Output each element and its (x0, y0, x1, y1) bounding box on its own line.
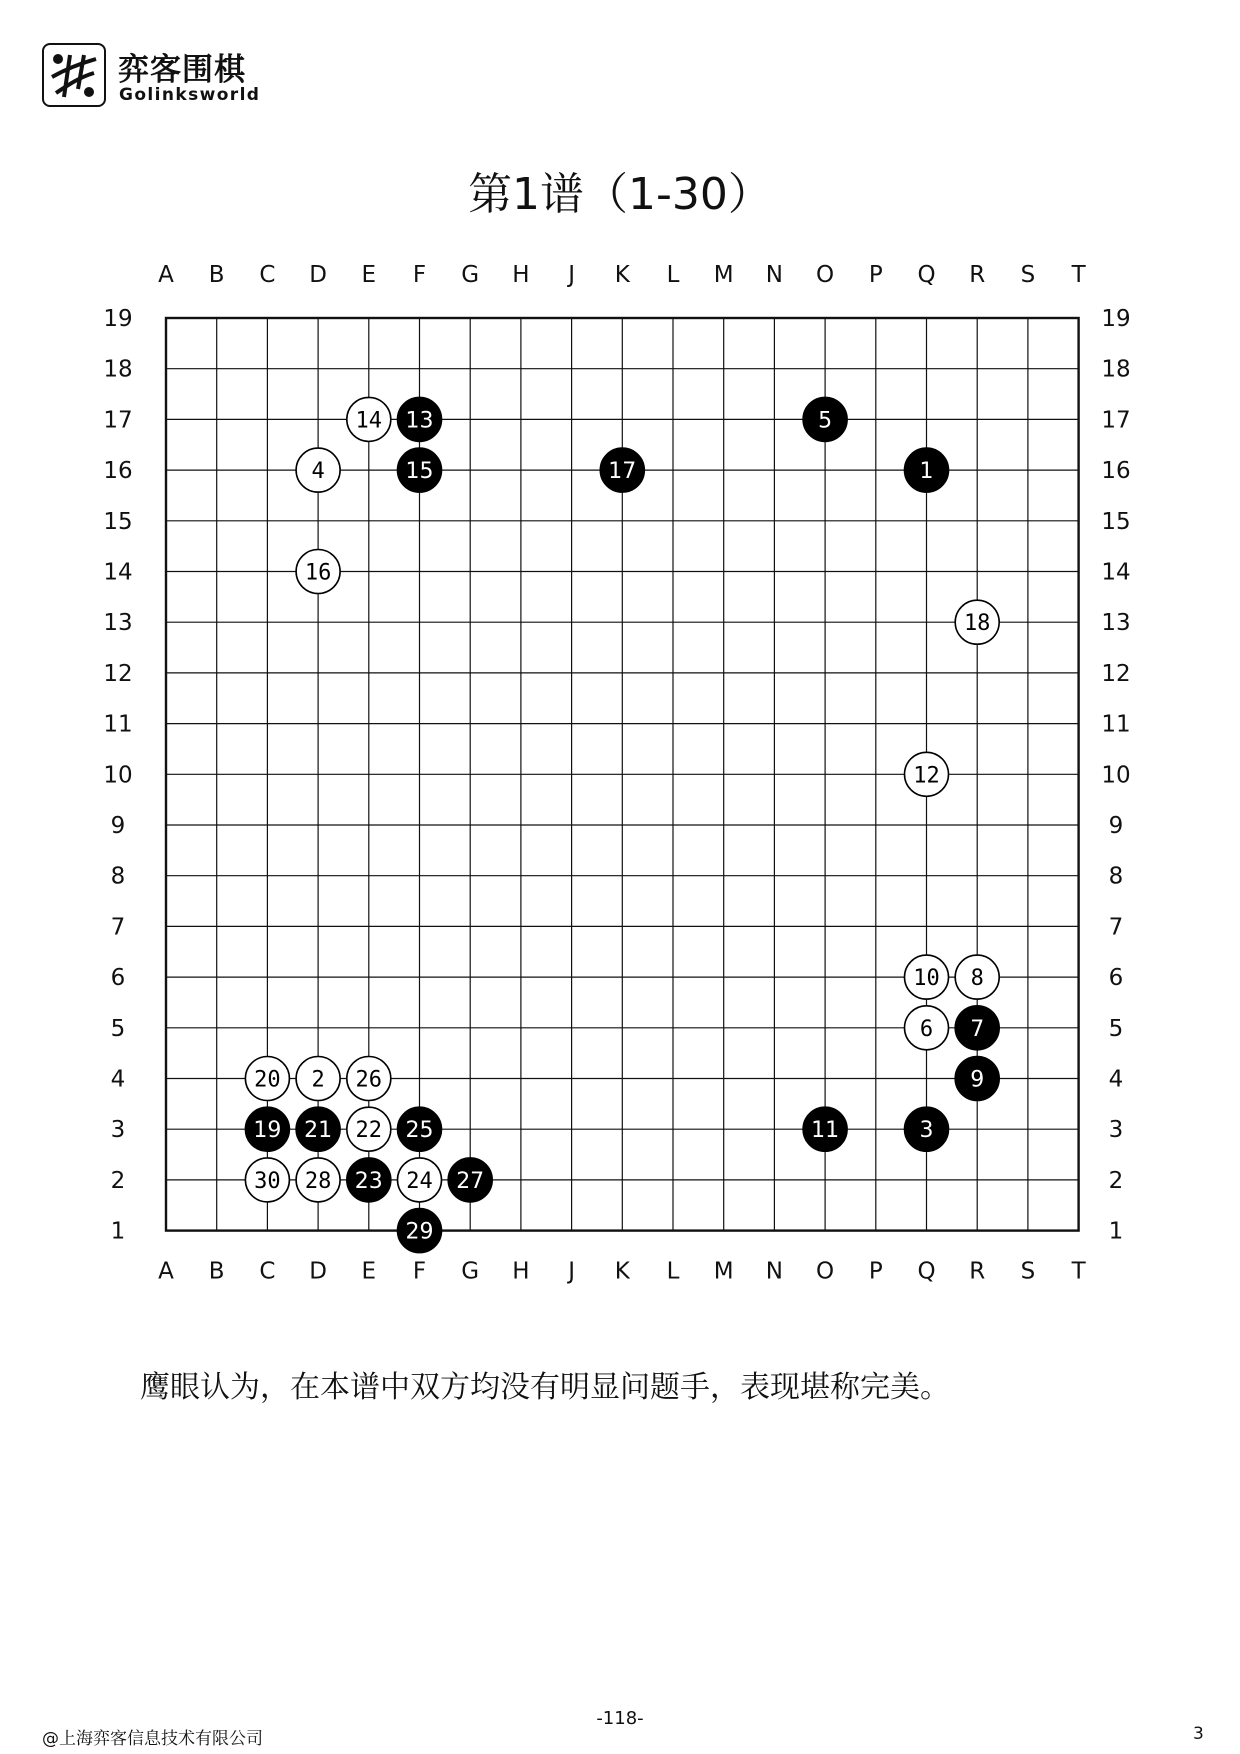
move-number: 7 (970, 1016, 985, 1042)
row-label-right: 4 (1108, 1066, 1124, 1093)
row-label-left: 15 (103, 508, 133, 535)
logo-text-cn: 弈客围棋 (118, 52, 246, 88)
move-number: 22 (355, 1118, 383, 1144)
row-label-right: 11 (1101, 711, 1131, 738)
move-number: 18 (963, 611, 991, 637)
column-label-top: E (361, 262, 377, 288)
move-number: 29 (405, 1219, 434, 1245)
column-label-top: O (816, 262, 835, 288)
row-label-right: 7 (1108, 914, 1124, 941)
column-label-top: T (1071, 262, 1086, 288)
move-number: 12 (913, 763, 940, 789)
column-label-bottom: Q (917, 1258, 936, 1285)
row-label-right: 3 (1108, 1117, 1124, 1144)
column-label-bottom: F (412, 1258, 427, 1285)
column-label-top: S (1020, 262, 1036, 288)
column-label-top: J (568, 262, 575, 288)
row-label-right: 2 (1108, 1167, 1124, 1194)
row-label-left: 6 (110, 965, 126, 992)
row-label-left: 12 (103, 660, 133, 687)
column-label-top: K (614, 262, 630, 288)
row-label-left: 10 (103, 762, 133, 789)
move-number: 16 (304, 560, 332, 586)
column-label-top: C (259, 262, 276, 288)
column-label-bottom: R (969, 1258, 986, 1285)
row-label-right: 9 (1108, 813, 1124, 839)
column-label-bottom: C (259, 1258, 276, 1285)
row-label-left: 13 (103, 610, 133, 637)
row-label-left: 1 (110, 1218, 126, 1245)
column-label-bottom: K (614, 1258, 630, 1285)
move-number: 20 (254, 1067, 281, 1093)
row-label-right: 16 (1101, 458, 1131, 485)
move-number: 5 (818, 408, 833, 434)
column-label-top: H (512, 262, 530, 288)
move-number: 14 (355, 408, 383, 434)
column-label-bottom: T (1071, 1258, 1086, 1285)
column-label-top: R (969, 262, 986, 288)
move-number: 15 (405, 459, 434, 485)
row-label-right: 19 (1101, 306, 1131, 332)
row-label-left: 7 (110, 914, 126, 941)
sheet-number: 3 (1193, 1724, 1204, 1744)
row-label-right: 12 (1101, 660, 1131, 687)
move-number: 17 (608, 459, 637, 485)
column-label-bottom: E (361, 1258, 377, 1285)
move-number: 10 (913, 966, 940, 992)
column-label-top: B (208, 262, 225, 288)
column-label-bottom: J (568, 1258, 575, 1285)
column-label-top: N (765, 262, 784, 288)
column-label-bottom: B (208, 1258, 225, 1285)
column-label-bottom: O (816, 1258, 835, 1285)
column-label-top: F (412, 262, 427, 288)
move-number: 30 (254, 1168, 281, 1194)
row-label-left: 17 (103, 407, 133, 434)
move-number: 6 (919, 1016, 934, 1042)
move-number: 27 (456, 1168, 485, 1194)
row-label-left: 2 (110, 1167, 126, 1194)
move-number: 28 (304, 1168, 332, 1194)
row-label-right: 10 (1101, 762, 1131, 789)
move-number: 19 (253, 1118, 282, 1144)
move-number: 24 (406, 1168, 433, 1194)
row-label-left: 4 (110, 1066, 126, 1093)
row-label-left: 16 (103, 458, 133, 485)
move-number: 11 (811, 1118, 840, 1144)
row-label-right: 18 (1101, 356, 1131, 383)
move-number: 25 (405, 1118, 434, 1144)
logo-text-en: Golinksworld (119, 85, 261, 105)
move-number: 2 (311, 1067, 325, 1093)
move-number: 4 (311, 459, 325, 485)
row-label-right: 8 (1108, 863, 1124, 890)
column-label-bottom: N (765, 1258, 784, 1285)
column-label-top: G (461, 262, 480, 288)
row-label-left: 14 (103, 559, 133, 586)
column-label-bottom: P (868, 1258, 883, 1285)
column-label-top: A (158, 262, 174, 288)
column-label-bottom: S (1020, 1258, 1036, 1285)
move-number: 26 (355, 1067, 383, 1093)
row-label-left: 3 (110, 1117, 126, 1144)
column-label-bottom: H (512, 1258, 530, 1285)
move-number: 9 (970, 1067, 985, 1093)
copyright-text: @上海弈客信息技术有限公司 (42, 1729, 263, 1749)
move-number: 23 (354, 1168, 383, 1194)
move-number: 21 (304, 1118, 333, 1144)
column-label-top: D (309, 262, 327, 288)
column-label-bottom: M (713, 1258, 734, 1285)
move-number: 8 (970, 966, 984, 992)
row-label-left: 11 (103, 711, 133, 738)
page-title: 第1谱（1-30） (468, 169, 772, 220)
row-label-right: 15 (1101, 508, 1131, 535)
row-label-left: 18 (103, 356, 133, 383)
move-number: 13 (405, 408, 434, 434)
row-label-right: 13 (1101, 610, 1131, 637)
row-label-left: 9 (110, 813, 126, 839)
row-label-right: 17 (1101, 407, 1131, 434)
page-number: -118- (596, 1708, 644, 1729)
column-label-top: Q (917, 262, 936, 288)
row-label-right: 1 (1108, 1218, 1124, 1245)
column-label-bottom: G (461, 1258, 480, 1285)
column-label-top: P (868, 262, 883, 288)
column-label-top: M (713, 262, 734, 288)
row-label-left: 5 (110, 1015, 126, 1042)
column-label-bottom: D (309, 1258, 327, 1285)
move-number: 1 (919, 459, 934, 485)
column-label-bottom: A (158, 1258, 174, 1285)
row-label-right: 5 (1108, 1015, 1124, 1042)
move-number: 3 (919, 1118, 934, 1144)
row-label-left: 8 (110, 863, 126, 890)
column-label-bottom: L (666, 1258, 680, 1285)
row-label-right: 14 (1101, 559, 1131, 586)
row-label-left: 19 (103, 306, 133, 332)
commentary-text: 鹰眼认为，在本谱中双方均没有明显问题手，表现堪称完美。 (140, 1370, 950, 1405)
column-label-top: L (666, 262, 680, 288)
row-label-right: 6 (1108, 965, 1124, 992)
